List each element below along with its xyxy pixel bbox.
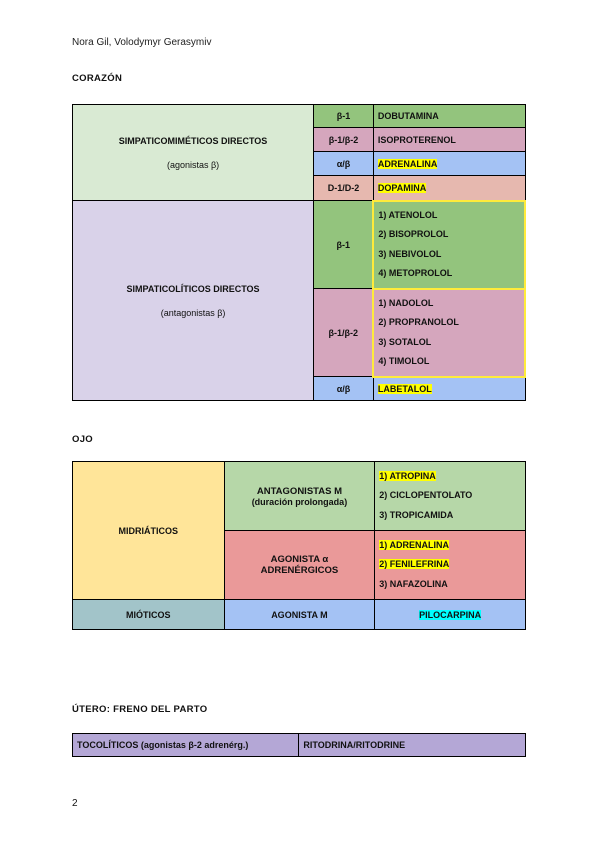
- simpaticoliticos-title: SIMPATICOLÍTICOS DIRECTOS: [126, 283, 260, 294]
- highlighted-text: DOPAMINA: [377, 182, 427, 193]
- section-title-corazon: CORAZÓN: [72, 73, 123, 84]
- list-item: 3) NAFAZOLINA: [379, 578, 448, 589]
- receptor-cell: D-1/D-2: [314, 176, 374, 201]
- list-item: 3) NEBIVOLOL: [378, 248, 442, 259]
- agonista-alfa-title: AGONISTA α: [270, 554, 329, 565]
- page-number: 2: [72, 798, 78, 809]
- corazon-table: [72, 104, 526, 401]
- list-item: 3) TROPICAMIDA: [379, 509, 454, 520]
- agonista-m-cell: AGONISTA M: [224, 600, 375, 630]
- agonista-alfa-cell: [224, 531, 375, 600]
- highlighted-text: 1) ATROPINA: [379, 470, 436, 481]
- mioticos-cell: MIÓTICOS: [73, 600, 225, 630]
- drug-adrenalina: [373, 152, 525, 176]
- drug-dopamina: [373, 176, 525, 201]
- list-item: [379, 536, 521, 556]
- list-item: 1) NADOLOL: [378, 297, 434, 308]
- section-title-ojo: OJO: [72, 434, 93, 445]
- simpaticomimeticos-title: SIMPATICOMIMÉTICOS DIRECTOS: [118, 135, 268, 146]
- ritodrina-cell: RITODRINA/RITODRINE: [299, 734, 526, 757]
- agonista-alfa-drug-list: [375, 531, 526, 600]
- receptor-cell: α/β: [314, 377, 374, 401]
- drug-isoproterenol: ISOPROTERENOL: [373, 128, 525, 152]
- receptor-cell: β-1: [314, 105, 374, 128]
- list-item: 3) SOTALOL: [378, 336, 432, 347]
- list-item: 2) CICLOPENTOLATO: [379, 490, 473, 501]
- receptor-cell: β-1: [314, 201, 374, 289]
- list-item: [379, 467, 521, 487]
- receptor-cell: α/β: [314, 152, 374, 176]
- antagonistas-m-cell: [224, 462, 375, 531]
- pilocarpina-cell: [375, 600, 526, 630]
- highlighted-text: ADRENALINA: [377, 158, 438, 169]
- list-item: 4) METOPROLOL: [378, 268, 453, 278]
- agonista-alfa-sub: ADRENÉRGICOS: [260, 565, 339, 576]
- antagonistas-m-title: ANTAGONISTAS M: [256, 485, 343, 497]
- utero-table: [72, 733, 526, 757]
- midriaticos-cell: MIDRIÁTICOS: [73, 462, 225, 600]
- receptor-cell: β-1/β-2: [314, 128, 374, 152]
- list-item: 1) ATENOLOL: [378, 209, 438, 220]
- tocoliticos-cell: TOCOLÍTICOS (agonistas β-2 adrenérg.): [73, 734, 299, 757]
- antagonistas-m-sub: (duración prolongada): [251, 496, 348, 507]
- list-item: 4) TIMOLOL: [378, 356, 430, 366]
- section-title-utero: ÚTERO: FRENO DEL PARTO: [72, 704, 208, 715]
- antagonistas-drug-list: [375, 462, 526, 531]
- simpaticomimeticos-sub: (agonistas β): [166, 159, 220, 170]
- ojo-table: [72, 461, 526, 630]
- simpaticoliticos-sub: (antagonistas β): [160, 307, 226, 318]
- simpaticomimeticos-cell: [73, 105, 314, 201]
- simpaticoliticos-cell: [73, 201, 314, 401]
- highlighted-text: 2) FENILEFRINA: [379, 559, 450, 570]
- list-item: 2) PROPRANOLOL: [378, 317, 459, 327]
- highlighted-text: LABETALOL: [377, 383, 432, 394]
- highlighted-text: 1) ADRENALINA: [379, 539, 449, 550]
- highlighted-text: PILOCARPINA: [419, 609, 482, 620]
- beta1-beta2-drug-list: [373, 289, 525, 377]
- author-line: Nora Gil, Volodymyr Gerasymiv: [72, 37, 212, 48]
- list-item: 2) BISOPROLOL: [378, 229, 449, 239]
- drug-labetalol: [373, 377, 525, 401]
- list-item: [379, 555, 521, 575]
- receptor-cell: β-1/β-2: [314, 289, 374, 377]
- drug-dobutamina: DOBUTAMINA: [373, 105, 525, 128]
- beta1-drug-list: [373, 201, 525, 289]
